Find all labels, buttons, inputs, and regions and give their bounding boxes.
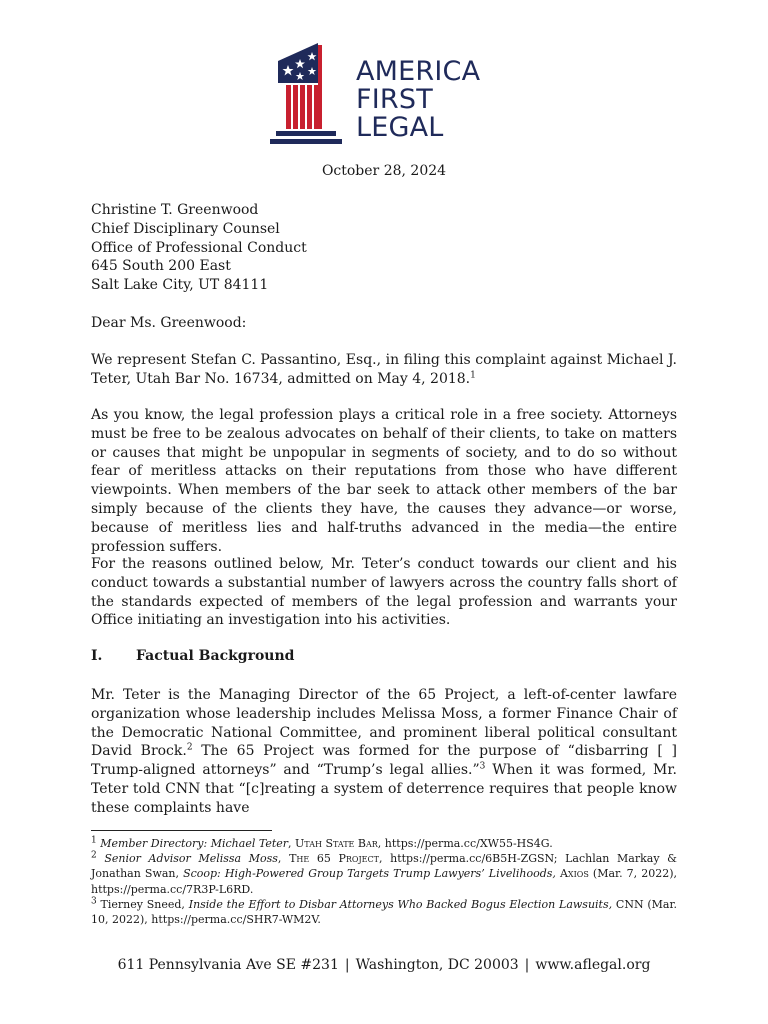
footer-city: Washington, DC 20003 — [355, 957, 519, 973]
footnote-1: $^1$ Member Directory: Michael Teter, Utah State Bar, https://perma.cc/XW55-HS4G. — [91, 835, 553, 850]
footnote-3-source: CNN — [615, 897, 644, 911]
footnote-1-title: Member Directory: Michael Teter — [100, 837, 289, 850]
footer-website-link[interactable]: www.aflegal.org — [535, 957, 651, 973]
recipient-title: Chief Disciplinary Counsel — [91, 220, 280, 237]
paragraph-legal-profession: As you know, the legal profession plays a critical role in a free society. Attorneys must be free to be zealous advocates on behalf of their clients, to take on matters or causes that might be unpopular in segments of society, and to do so without fear of meritless attacks on their reputations from those who have different viewpoints. When members of the bar seek to attack other members of the bar simply because of the clients they have, the causes they advance—or worse, because of meritless lies and half-truths advanced in the media—the entire profession suffers. — [91, 407, 677, 555]
logo-wordmark — [356, 58, 480, 142]
footnotes — [91, 836, 677, 927]
footnote-3-title: Inside the Effort to Disbar Attorneys Who Backed Bogus Election Lawsuits, — [188, 897, 613, 911]
footnote-2-rest: (Mar. 7, 2022), https://perma.cc/7R3P-L6RD. — [91, 867, 678, 896]
paragraph-intro-text: We represent Stefan C. Passantino, Esq., in filing this complaint against Michael J. Teter, Utah Bar No. 16734, admitted on May 4, 2018. — [91, 352, 677, 387]
p4-text-a: Mr. Teter is the Managing Director of the 65 Project, a left-of-center lawfare organization whose leadership includes Melissa Moss, a former Finance Chair of the Democratic National Committee, and prominent liberal political consultant David Brock. — [91, 687, 677, 760]
footnote-3-rest: (Mar. 10, 2022), https://perma.cc/SHR7-WM2V. — [91, 897, 678, 927]
footnote-2-title: Senior Advisor Melissa Moss — [104, 852, 278, 866]
section-title: Factual Background — [136, 648, 295, 664]
footnote-2-number: 2 — [91, 850, 97, 861]
footnote-ref-3: 3 — [479, 761, 486, 772]
footer-address: 611 Pennsylvania Ave SE #231 — [117, 957, 339, 973]
footnote-2-mid: , https://perma.cc/6B5H-ZGSN; Lachlan Markay & Jonathan Swan, — [91, 852, 677, 881]
recipient-address-block — [91, 201, 307, 295]
recipient-city: Salt Lake City, UT 84111 — [91, 277, 269, 294]
logo-line-first: FIRST — [356, 84, 433, 115]
p4-text-c: When it was formed, Mr. Teter told CNN that “[c]reating a system of deterrence requires that people know these complaints have — [91, 762, 677, 816]
footnote-2-title2: Scoop: High-Powered Group Targets Trump Lawyers’ Livelihoods, — [183, 867, 556, 881]
section-number: I. — [91, 648, 103, 664]
footer-separator: | — [344, 957, 350, 973]
paragraph-intro — [91, 351, 677, 389]
salutation: Dear Ms. Greenwood: — [91, 315, 247, 331]
footnote-3-lead: Tierney Sneed, — [100, 897, 189, 911]
footer-separator: | — [524, 957, 530, 973]
letterhead-logo — [270, 43, 510, 147]
footnote-ref-2: 2 — [186, 742, 193, 753]
recipient-office: Office of Professional Conduct — [91, 239, 307, 256]
letter-date: October 28, 2024 — [321, 163, 447, 179]
section-heading — [91, 648, 294, 664]
footnote-1-number: 1 — [91, 835, 97, 846]
footnote-2-source2: Axios — [559, 867, 589, 881]
recipient-street: 645 South 200 East — [91, 258, 231, 275]
footnote-1-source: Utah State Bar — [295, 837, 378, 850]
footnote-3 — [91, 897, 677, 927]
letterhead-footer — [0, 957, 768, 973]
p4-text-b: The 65 Project was formed for the purpose of “disbarring [ ] Trump-aligned attorneys” and “Trump’s legal allies.” — [91, 743, 677, 779]
paragraph-factual-background — [91, 686, 677, 818]
footnote-divider — [91, 830, 272, 831]
footnote-ref-1: 1 — [470, 370, 476, 381]
logo-line-legal: LEGAL — [356, 112, 444, 143]
recipient-name: Christine T. Greenwood — [91, 202, 259, 218]
footnote-2: $^2$ Senior Advisor Melissa Moss, The 65 Project, https://perma.cc/6B5H-ZGSN; Lachlan Markay & Jonathan Swan, Scoop: High-Powered Group Targets Trump Lawyers’ Livelihoods, Axios (Mar. 7, 2022), https://perma.cc/7R3P-L6RD. — [91, 850, 678, 896]
aflegal-pillar-logo-icon — [270, 43, 350, 147]
footnote-1-rest: , https://perma.cc/XW55-HS4G. — [377, 837, 553, 850]
footnote-3-number: 3 — [91, 896, 97, 907]
paragraph-reasons: For the reasons outlined below, Mr. Teter’s conduct towards our client and his conduct towards a substantial number of lawyers across the country falls short of the standards expected of members of the legal profession and warrants your Office initiating an investigation into his activities. — [91, 556, 677, 629]
footnote-2-source: The 65 Project — [289, 852, 379, 866]
logo-line-america: AMERICA — [356, 56, 481, 87]
